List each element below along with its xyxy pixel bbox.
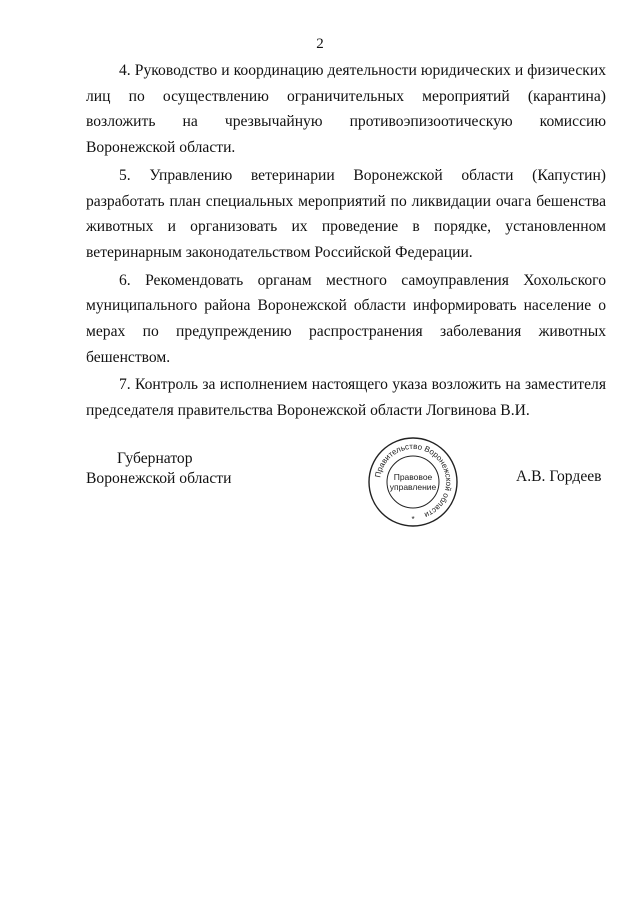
- signatory-title-line1: Губернатор: [117, 450, 193, 467]
- signatory-title-line2: Воронежской области: [86, 470, 232, 487]
- stamp-ring-text-path: Правительство Воронежской области: [373, 441, 454, 520]
- paragraph-7: 7. Контроль за исполнением настоящего указа возложить на заместителя председателя правительства Воронежской области Логвинова В.И.: [86, 376, 606, 420]
- paragraph-6: 6. Рекомендовать органам местного самоуправления Хохольского муниципального района Воронежской области информировать население о мерах по предупреждению распространения заболевания животных бешенством.: [86, 271, 606, 366]
- stamp-inner-line2: управление: [389, 482, 437, 492]
- paragraph-4: 4. Руководство и координацию деятельности юридических и физических лиц по осуществлению ограничительных мероприятий (карантина) возложить на чрезвычайную противоэпизоотическую комиссию Воронежской области.: [86, 62, 606, 157]
- paragraph-5: 5. Управлению ветеринарии Воронежской области (Капустин) разработать план специальных мероприятий по ликвидации очага бешенства животных и организовать их проведение в порядке, установленном ветеринарным законодательством Российской Федерации.: [86, 166, 606, 261]
- stamp-bottom-mark: *: [411, 515, 415, 524]
- official-stamp: [367, 436, 459, 528]
- signatory-title: [86, 449, 231, 489]
- document-body: [86, 58, 606, 426]
- signatory-name: А.В. Гордеев: [516, 468, 602, 485]
- page-number: 2: [316, 36, 324, 52]
- stamp-inner-line1: Правовое: [393, 472, 433, 482]
